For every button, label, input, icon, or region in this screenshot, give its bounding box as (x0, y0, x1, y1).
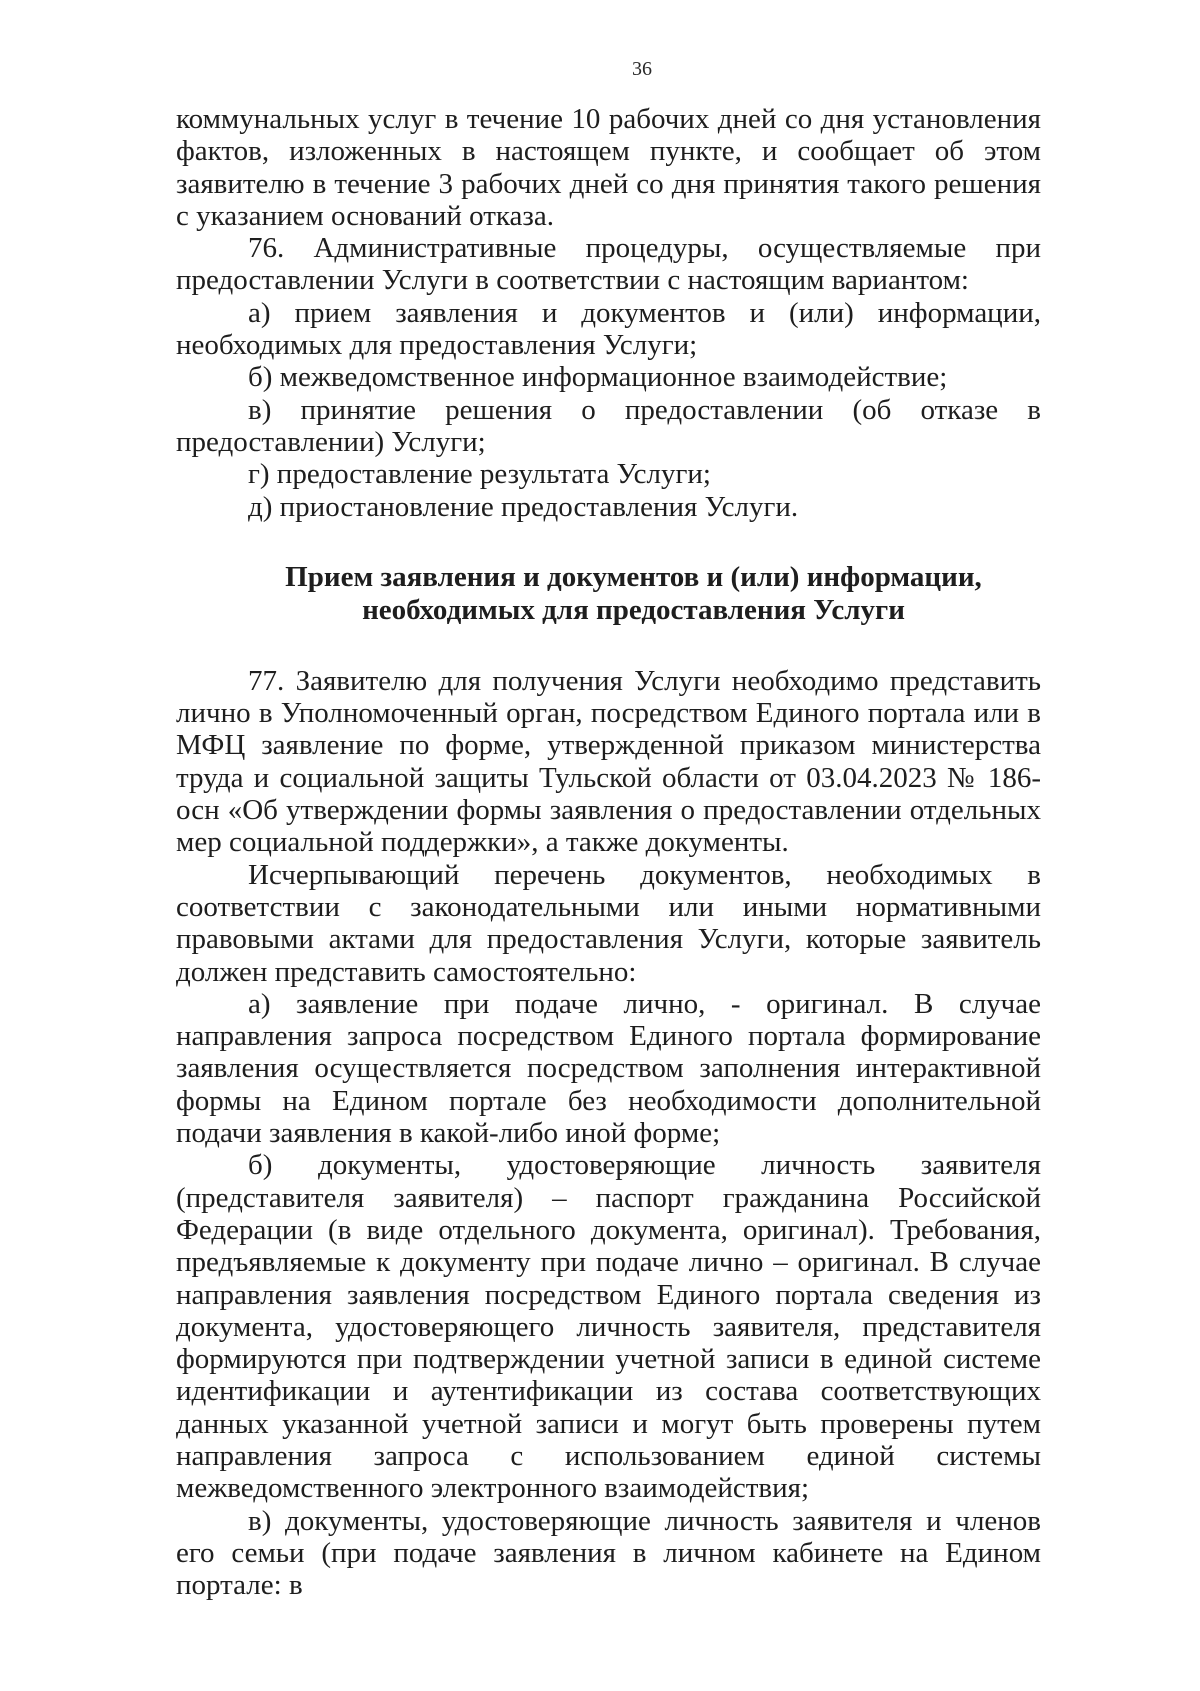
list-item-a-application: а) заявление при подаче лично, - оригинал. В случае направления запроса посредством Единого портала формирование заявления осуществляется посредством заполнения интерактивной формы на Едином портале без необходимости дополнительной подачи заявления в какой-либо иной форме; (176, 987, 1041, 1150)
list-item-v-family-documents: в) документы, удостоверяющие личность заявителя и членов его семьи (при подаче заявления в личном кабинете на Едином портале: в (176, 1504, 1041, 1602)
list-item-g: г) предоставление результата Услуги; (248, 458, 711, 491)
section-heading-line-2: необходимых для предоставления Услуги (362, 593, 905, 626)
list-item-v: в) принятие решения о предоставлении (об отказе в предоставлении) Услуги; (176, 393, 1041, 458)
paragraph-continuation: коммунальных услуг в течение 10 рабочих дней со дня установления фактов, изложенных в настоящем пункте, и сообщает об этом заявителю в течение 3 рабочих дней со дня принятия такого решения с указанием оснований отказа. (176, 103, 1041, 232)
list-item-b-identity-documents: б) документы, удостоверяющие личность заявителя (представителя заявителя) – паспорт гражданина Российской Федерации (в виде отдельного документа, оригинал). Требования, предъявляемые к документу при подаче лично – оригинал. В случае направления заявления посредством Единого портала сведения из документа, удостоверяющего личность заявителя, представителя формируются при подтверждении учетной записи в единой системе идентификации и аутентификации из состава соответствующих данных указанной учетной записи и могут быть проверены путем направления запроса с использованием единой системы межведомственного электронного взаимодействия; (176, 1149, 1041, 1505)
page-number: 36 (632, 58, 652, 80)
document-body (176, 103, 1041, 1601)
list-item-d: д) приостановление предоставления Услуги. (248, 490, 799, 523)
paragraph-documents-list-intro: Исчерпывающий перечень документов, необходимых в соответствии с законодательными или иными нормативными правовыми актами для предоставления Услуги, которые заявитель должен представить самостоятельно: (176, 858, 1041, 988)
paragraph-item-77: 77. Заявителю для получения Услуги необходимо представить лично в Уполномоченный орган, посредством Единого портала или в МФЦ заявление по форме, утвержденной приказом министерства труда и социальной защиты Тульской области от 03.04.2023 № 186-осн «Об утверждении формы заявления о предоставлении отдельных мер социальной поддержки», а также документы. (176, 664, 1041, 859)
paragraph-item-76: 76. Административные процедуры, осуществляемые при предоставлении Услуги в соответствии с настоящим вариантом: (176, 232, 1041, 297)
section-heading (176, 561, 1041, 627)
section-heading-line-1: Прием заявления и документов и (или) информации, (285, 560, 982, 593)
list-item-b: б) межведомственное информационное взаимодействие; (248, 361, 948, 394)
list-item-a: а) прием заявления и документов и (или) информации, необходимых для предоставления Услуги; (176, 296, 1041, 362)
